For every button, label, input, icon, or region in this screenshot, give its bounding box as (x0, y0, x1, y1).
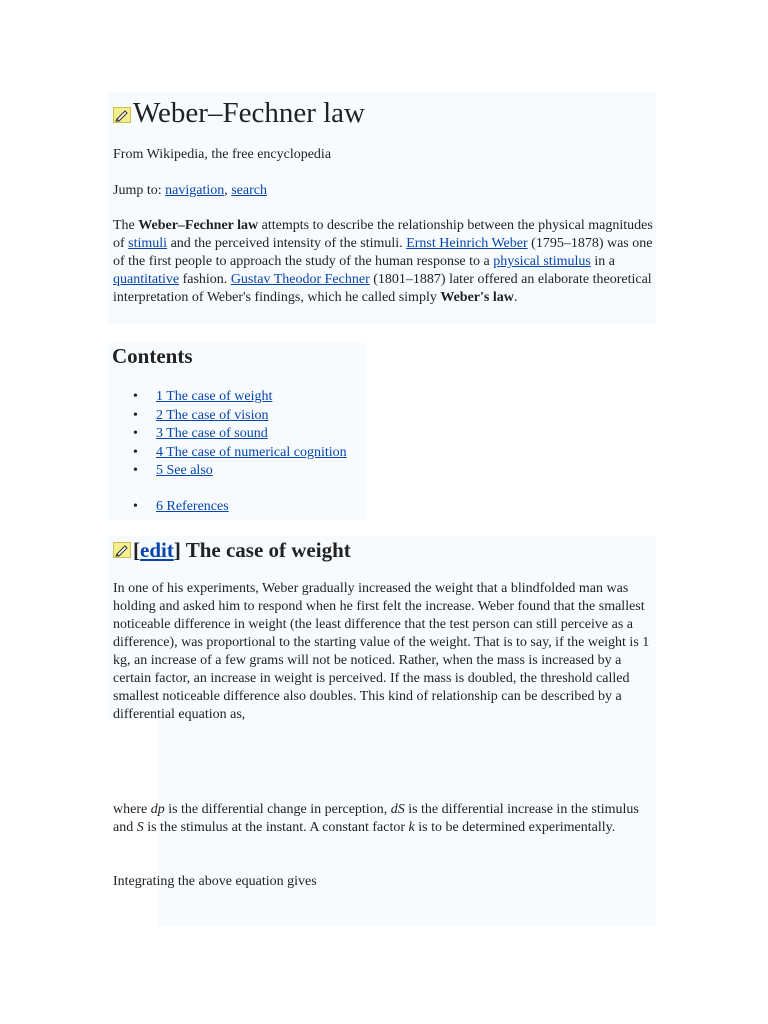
weber-link[interactable]: Ernst Heinrich Weber (406, 236, 528, 251)
text: fashion. (179, 272, 231, 287)
jump-prefix: Jump to: (113, 183, 166, 198)
toc-list (113, 388, 347, 516)
toc-link-numerical[interactable]: 4 The case of numerical cognition (156, 444, 347, 460)
toc-item (113, 425, 347, 444)
text: is the stimulus at the instant. A constant factor (143, 820, 409, 835)
search-link[interactable]: search (231, 183, 267, 198)
text: (1801–1887) later offered an elaborate theoretical interpretation of Weber's findings, which he called simply (113, 272, 652, 305)
quantitative-link[interactable]: quantitative (113, 272, 180, 287)
math-var: S (136, 820, 144, 835)
toc-item (113, 498, 347, 517)
math-var: dS (390, 802, 405, 817)
toc-link-references[interactable]: 6 References (156, 498, 229, 514)
physical-stimulus-link[interactable]: physical stimulus (493, 254, 591, 269)
text: is the differential increase in the stimulus and (113, 802, 639, 835)
math-var: k (408, 820, 415, 835)
text: The (113, 218, 139, 233)
math-var: dp (150, 802, 165, 817)
section-paragraph-1: In one of his experiments, Weber gradually increased the weight that a blindfolded man was holding and asked him to respond when he first felt the increase. Weber found that the smallest noticeable difference in weight (the least difference that the test person can still perceive as a difference), was proportional to the starting value of the weight. That is to say, if the weight is 1 kg, an increase of a few grams will not be noticed. Rather, when the mass is increased by a certain factor, an increase in weight is perceived. If the mass is doubled, the threshold called smallest noticeable difference also doubles. This kind of relationship can be described by a differential equation as, (113, 581, 650, 722)
toc-item (113, 444, 347, 463)
text: and the perceived intensity of the stimuli. (167, 236, 407, 251)
section-paragraph-3: Integrating the above equation gives (113, 874, 317, 889)
stimuli-link[interactable]: stimuli (128, 236, 168, 251)
section-paragraph-2 (113, 801, 658, 837)
page-subtitle: From Wikipedia, the free encyclopedia (113, 147, 332, 162)
text: is the differential change in perception, (164, 802, 391, 817)
intro-paragraph (113, 217, 658, 307)
edit-icon (113, 107, 131, 123)
bracket: [ (133, 538, 140, 562)
text: where (113, 802, 151, 817)
bold-term: Weber–Fechner law (138, 218, 259, 233)
section-heading (113, 537, 351, 563)
edit-link[interactable]: edit (140, 538, 174, 562)
navigation-link[interactable]: navigation (165, 183, 225, 198)
toc-link-vision[interactable]: 2 The case of vision (156, 407, 269, 423)
section-heading-text: The case of weight (180, 538, 351, 562)
page-title (113, 96, 365, 130)
toc-item (113, 462, 347, 481)
page-title-text: Weber–Fechner law (133, 97, 365, 129)
text: (1795–1878) was one of the first people to approach the study of the human response to a (113, 236, 653, 269)
text: is to be determined experimentally. (414, 820, 616, 835)
bracket: ] (173, 538, 181, 562)
jump-links (113, 182, 267, 200)
fechner-link[interactable]: Gustav Theodor Fechner (230, 272, 370, 287)
text: . (513, 290, 518, 305)
toc-link-see-also[interactable]: 5 See also (156, 463, 213, 478)
text: in a (590, 254, 615, 269)
toc-item (113, 388, 347, 407)
toc-link-sound[interactable]: 3 The case of sound (156, 426, 268, 441)
bold-term: Weber's law (440, 290, 514, 305)
toc-item (113, 407, 347, 426)
toc-title: Contents (112, 344, 193, 368)
text: attempts to describe the relationship between the physical magnitudes of (113, 218, 653, 251)
jump-separator: , (224, 183, 232, 198)
edit-icon (113, 542, 131, 558)
toc-link-weight[interactable]: 1 The case of weight (156, 389, 273, 404)
